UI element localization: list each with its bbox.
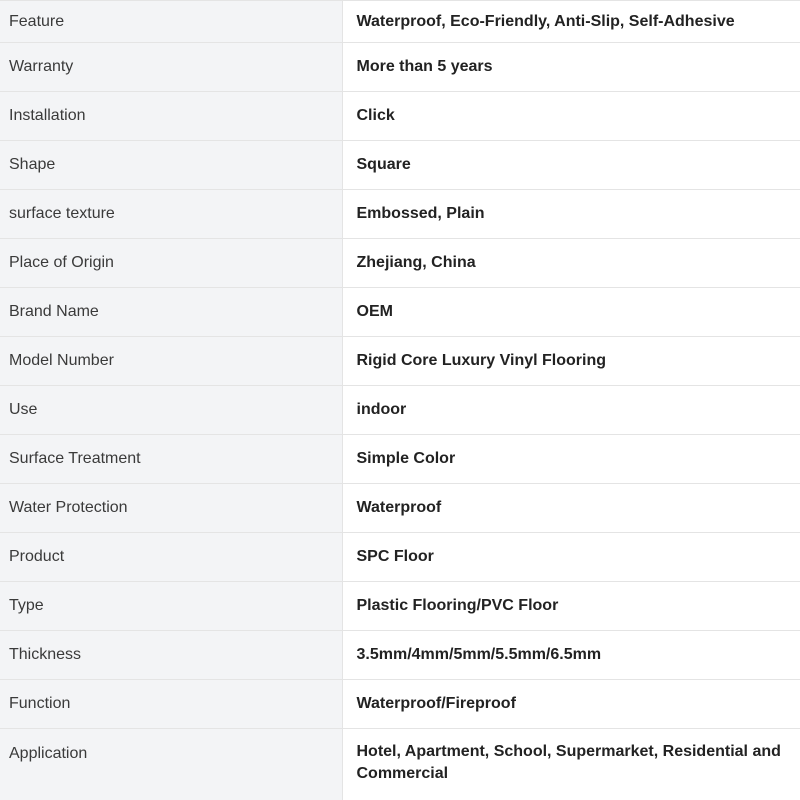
spec-key: Water Protection <box>0 484 342 533</box>
table-row <box>0 680 800 729</box>
table-row <box>0 533 800 582</box>
spec-value: Embossed, Plain <box>342 190 800 239</box>
table-row <box>0 92 800 141</box>
spec-key: Shape <box>0 141 342 190</box>
spec-value: Square <box>342 141 800 190</box>
spec-key: Type <box>0 582 342 631</box>
spec-key: Place of Origin <box>0 239 342 288</box>
spec-key: Model Number <box>0 337 342 386</box>
table-row <box>0 1 800 43</box>
spec-key: Warranty <box>0 43 342 92</box>
table-row <box>0 337 800 386</box>
spec-value: Rigid Core Luxury Vinyl Flooring <box>342 337 800 386</box>
spec-value: Simple Color <box>342 435 800 484</box>
table-row <box>0 386 800 435</box>
spec-key: Function <box>0 680 342 729</box>
spec-value: Zhejiang, China <box>342 239 800 288</box>
spec-value: OEM <box>342 288 800 337</box>
spec-key: Product <box>0 533 342 582</box>
spec-key: Feature <box>0 1 342 43</box>
spec-key: Surface Treatment <box>0 435 342 484</box>
spec-value: SPC Floor <box>342 533 800 582</box>
table-row <box>0 484 800 533</box>
table-row <box>0 435 800 484</box>
table-row <box>0 582 800 631</box>
spec-key: Application <box>0 729 342 800</box>
table-row <box>0 239 800 288</box>
table-row <box>0 631 800 680</box>
spec-key: Installation <box>0 92 342 141</box>
spec-value: Hotel, Apartment, School, Supermarket, Residential and Commercial <box>342 729 800 800</box>
spec-key: surface texture <box>0 190 342 239</box>
table-row <box>0 190 800 239</box>
spec-value: indoor <box>342 386 800 435</box>
table-row <box>0 729 800 800</box>
table-row <box>0 141 800 190</box>
table-row <box>0 288 800 337</box>
spec-value: Waterproof <box>342 484 800 533</box>
spec-key: Use <box>0 386 342 435</box>
spec-key: Thickness <box>0 631 342 680</box>
table-row <box>0 43 800 92</box>
spec-value: More than 5 years <box>342 43 800 92</box>
spec-value: 3.5mm/4mm/5mm/5.5mm/6.5mm <box>342 631 800 680</box>
spec-value: Waterproof/Fireproof <box>342 680 800 729</box>
spec-value: Click <box>342 92 800 141</box>
spec-key: Brand Name <box>0 288 342 337</box>
spec-value: Plastic Flooring/PVC Floor <box>342 582 800 631</box>
spec-value: Waterproof, Eco-Friendly, Anti-Slip, Self-Adhesive <box>342 1 800 43</box>
